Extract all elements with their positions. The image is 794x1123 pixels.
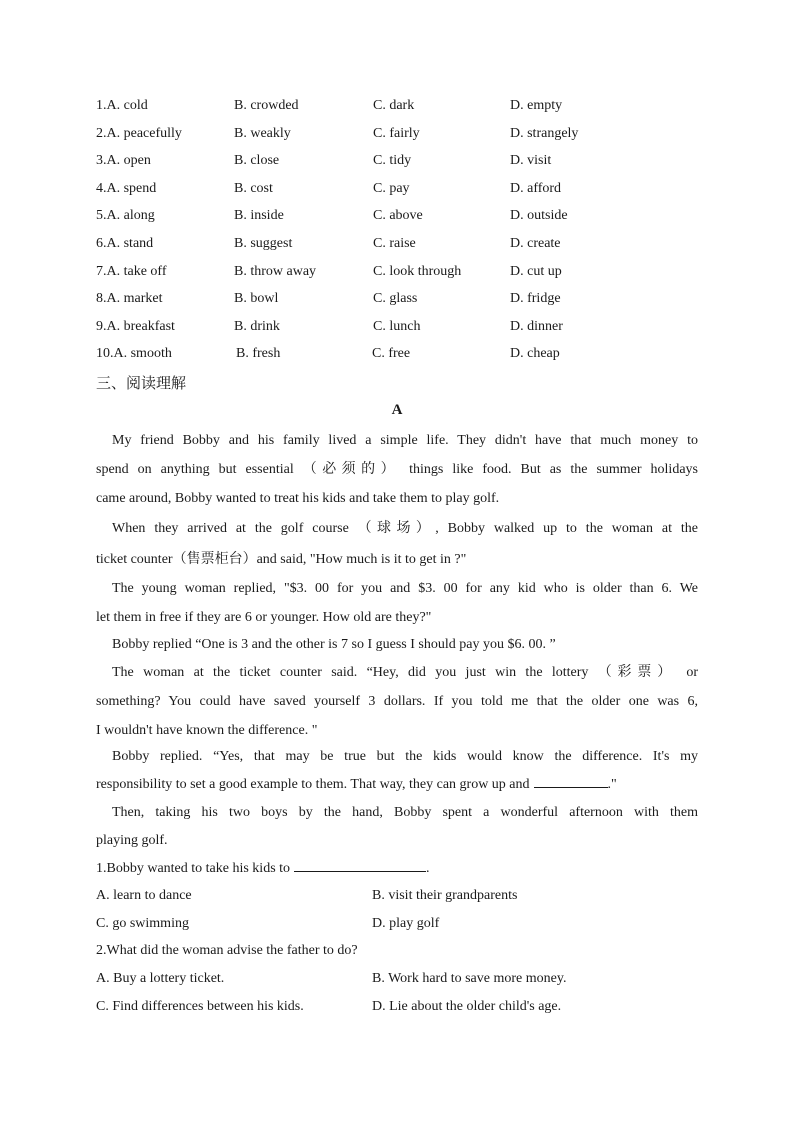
question-2-option-a: A. Buy a lottery ticket.: [96, 971, 225, 986]
paragraph-7: [96, 799, 698, 855]
question-2-option-d: D. Lie about the older child's age.: [372, 999, 562, 1014]
option-d: D. strangely: [510, 125, 579, 141]
question-1-option-b: B. visit their grandparents: [372, 888, 518, 903]
option-b: B. drink: [234, 318, 280, 334]
question-1-option-a: A. learn to dance: [96, 888, 192, 903]
option-row: [96, 149, 696, 177]
option-c: C. look through: [373, 263, 462, 279]
option-row: [96, 260, 696, 288]
option-a: 7.A. take off: [96, 263, 167, 279]
question-2-stem: 2.What did the woman advise the father to do?: [96, 943, 358, 958]
passage-text: .": [607, 777, 617, 792]
passage-line: Bobby replied. “Yes, that may be true but the kids would know the difference. It's my: [112, 749, 698, 764]
question-text: .: [426, 861, 430, 876]
paragraph-4: [96, 630, 698, 659]
option-d: D. afford: [510, 180, 562, 196]
option-d: D. create: [510, 235, 561, 251]
option-row: [96, 204, 696, 232]
option-d: D. visit: [510, 153, 552, 169]
passage-line: spend on anything but essential （必须的） things like food. But as the summer holidays: [96, 462, 698, 477]
question-1-stem: [96, 857, 430, 881]
paragraph-2: [96, 513, 698, 575]
passage-line: The young woman replied, "$3. 00 for you and $3. 00 for any kid who is older than 6. We: [112, 581, 698, 596]
passage-line: ticket counter（售票柜台）and said, "How much is it to get in ?": [96, 552, 467, 567]
option-c: C. free: [372, 346, 411, 362]
passage-line: Then, taking his two boys by the hand, Bobby spent a wonderful afternoon with them: [112, 805, 698, 820]
answer-blank[interactable]: [534, 773, 608, 788]
option-row: [96, 232, 696, 260]
passage-line: playing golf.: [96, 833, 168, 848]
option-b: B. weakly: [234, 125, 291, 141]
option-row: [96, 122, 696, 150]
passage-line: let them in free if they are 6 or younger. How old are they?": [96, 610, 432, 625]
passage-line: came around, Bobby wanted to treat his kids and take them to play golf.: [96, 491, 500, 506]
option-b: B. throw away: [234, 263, 317, 279]
passage-line: something? You could have saved yourself 3 dollars. If you told me that the older one was 6,: [96, 694, 698, 709]
question-text: 1.Bobby wanted to take his kids to: [96, 861, 291, 876]
option-c: C. above: [373, 208, 423, 224]
option-d: D. cheap: [510, 346, 560, 362]
passage-text: responsibility to set a good example to them. That way, they can grow up and: [96, 777, 530, 792]
section-title: 三、阅读理解: [96, 376, 187, 392]
option-d: D. empty: [510, 98, 563, 113]
option-row: [96, 177, 696, 205]
option-c: C. fairly: [373, 125, 420, 141]
option-b: B. suggest: [234, 235, 293, 251]
option-a: 9.A. breakfast: [96, 318, 175, 334]
option-row: [96, 315, 696, 343]
option-c: C. lunch: [373, 318, 421, 334]
question-2-option-b: B. Work hard to save more money.: [372, 971, 567, 986]
option-b: B. fresh: [236, 346, 281, 362]
passage-line: I wouldn't have known the difference. ": [96, 723, 318, 738]
question-1-option-c: C. go swimming: [96, 916, 189, 931]
option-b: B. crowded: [234, 98, 299, 113]
option-d: D. dinner: [510, 318, 563, 334]
passage-line: When they arrived at the golf course （球场）, Bobby walked up to the woman at the: [112, 521, 698, 536]
paragraph-3: [96, 574, 698, 632]
option-row: [96, 94, 696, 122]
option-c: C. pay: [373, 180, 410, 196]
option-row: [96, 342, 696, 370]
question-2-option-c: C. Find differences between his kids.: [96, 999, 304, 1014]
option-a: 1.A. cold: [96, 98, 148, 113]
option-a: 5.A. along: [96, 208, 155, 224]
paragraph-1: [96, 426, 698, 513]
cloze-options: [96, 94, 696, 370]
option-b: B. bowl: [234, 291, 279, 307]
option-a: 10.A. smooth: [96, 346, 172, 362]
question-1-option-d: D. play golf: [372, 916, 440, 931]
option-c: C. tidy: [373, 153, 412, 169]
option-c: C. glass: [373, 291, 418, 307]
option-row: [96, 287, 696, 315]
passage-line: [96, 771, 698, 799]
paragraph-5: [96, 658, 698, 745]
passage-line: Bobby replied “One is 3 and the other is 7 so I guess I should pay you $6. 00. ”: [112, 637, 556, 652]
answer-blank[interactable]: [294, 857, 426, 872]
option-a: 6.A. stand: [96, 235, 154, 251]
paragraph-6: [96, 743, 698, 799]
option-d: D. cut up: [510, 263, 562, 279]
option-a: 3.A. open: [96, 153, 151, 169]
option-a: 2.A. peacefully: [96, 125, 182, 141]
option-c: C. dark: [373, 98, 415, 113]
option-c: C. raise: [373, 235, 416, 251]
option-a: 4.A. spend: [96, 180, 157, 196]
option-b: B. close: [234, 153, 280, 169]
option-d: D. outside: [510, 208, 568, 224]
option-d: D. fridge: [510, 291, 561, 307]
passage-line: My friend Bobby and his family lived a simple life. They didn't have that much money to: [112, 433, 698, 448]
option-b: B. inside: [234, 208, 284, 224]
passage-title: A: [391, 402, 403, 418]
option-b: B. cost: [234, 180, 273, 196]
passage-line: The woman at the ticket counter said. “Hey, did you just win the lottery （彩票） or: [112, 665, 698, 680]
option-a: 8.A. market: [96, 291, 163, 307]
